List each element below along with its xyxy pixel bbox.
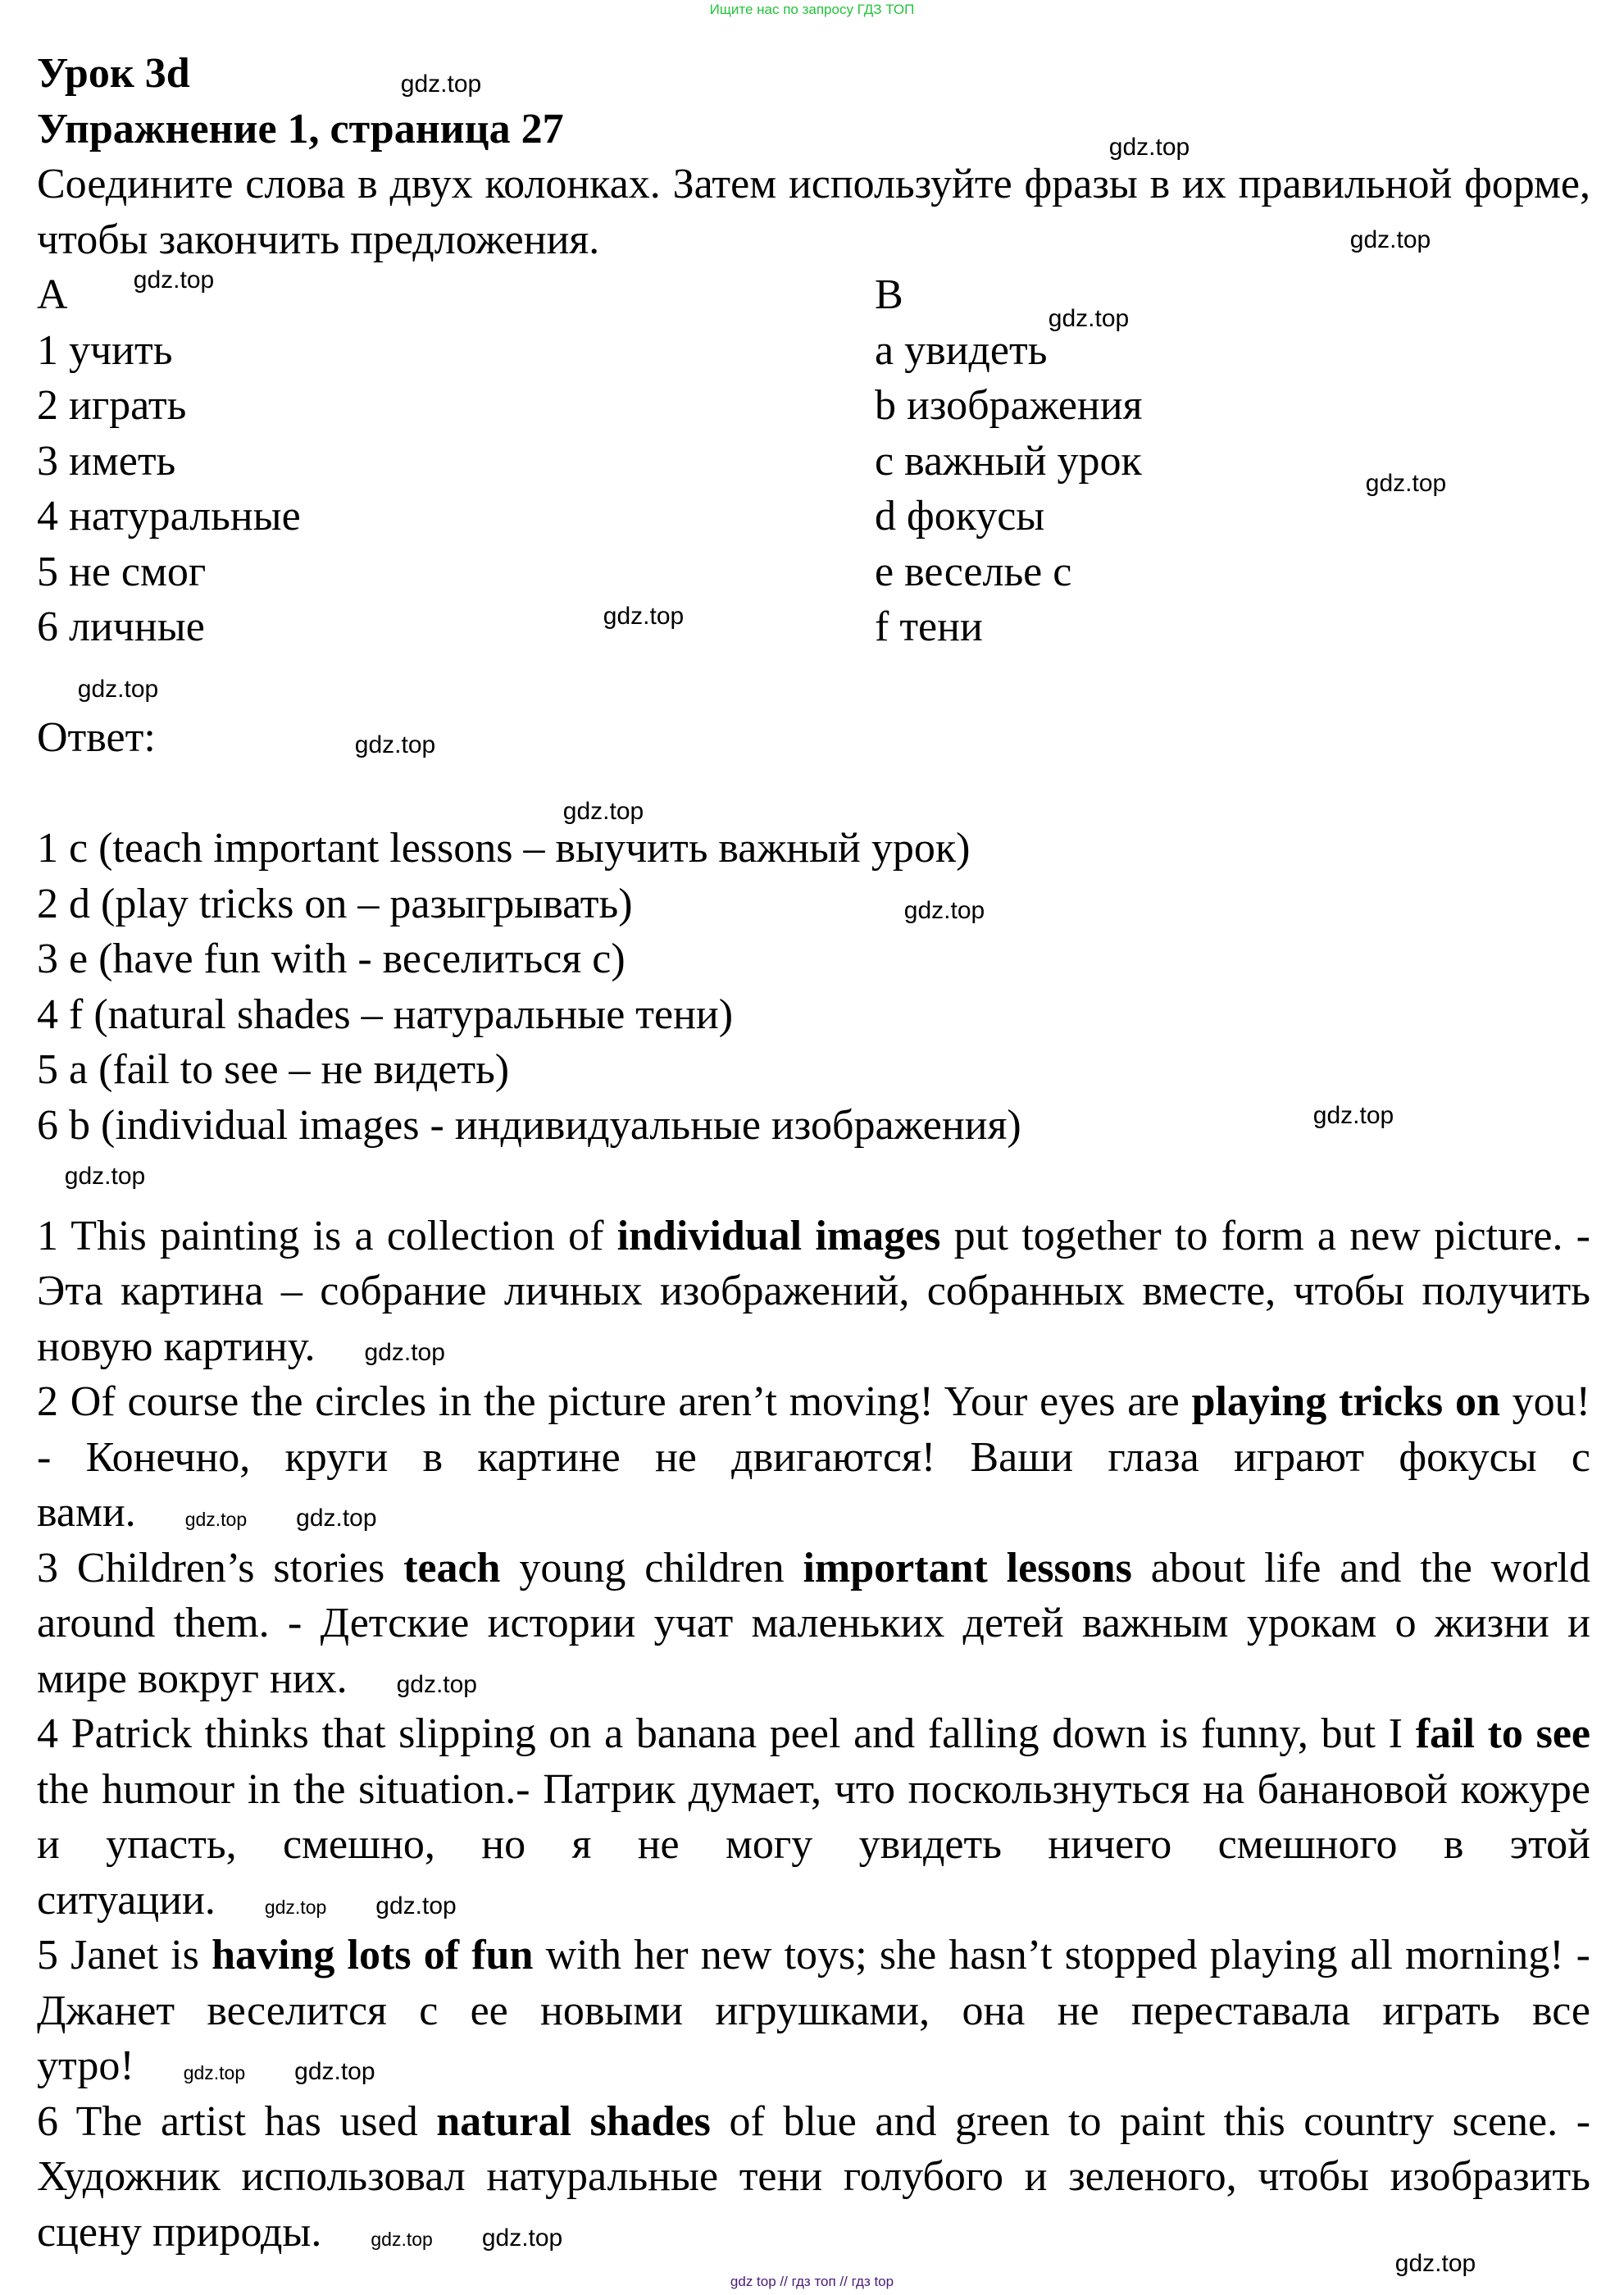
sentence-text: of blue and green to paint this country scene. - Художник использовал натуральные тени голубого и зеленого, чтобы изобразить сцену природы. bbox=[37, 2097, 1591, 2256]
sentence-paragraph bbox=[37, 1706, 1590, 1928]
sentence-paragraph bbox=[37, 1541, 1590, 1707]
answer-item: 3 e (have fun with - веселиться с) bbox=[37, 936, 625, 982]
column-a-item: 3 иметь bbox=[37, 437, 176, 485]
gdz-watermark: gdz.top bbox=[1394, 2250, 1476, 2277]
sentence-text: 2 Of course the circles in the picture aren’t moving! Your eyes are bbox=[37, 1378, 1192, 1425]
gdz-watermark: gdz.top bbox=[184, 1509, 248, 1530]
gdz-watermark: gdz.top bbox=[1108, 134, 1190, 161]
gdz-watermark: gdz.top bbox=[1365, 470, 1447, 497]
column-a-item: 6 личные bbox=[37, 603, 205, 650]
gdz-watermark: gdz.top bbox=[603, 603, 685, 630]
answer-label: Ответ: bbox=[37, 714, 156, 761]
column-a-item: 1 учить bbox=[37, 326, 173, 374]
answer-item: 2 d (play tricks on – разыгрывать) bbox=[37, 880, 633, 927]
matching-columns bbox=[37, 267, 1590, 655]
gdz-watermark: gdz.top bbox=[481, 2224, 563, 2252]
column-b-header: B bbox=[875, 271, 903, 318]
sentence-paragraph bbox=[37, 1374, 1590, 1541]
answer-item: 5 a (fail to see – не видеть) bbox=[37, 1046, 510, 1093]
sentence-text: the humour in the situation.- Патрик думает, что поскользнуться на банановой кожуре и упасть, смешно, но я не могу увидеть ничего смешного в этой ситуации. bbox=[37, 1765, 1590, 1924]
gdz-watermark: gdz.top bbox=[371, 2228, 433, 2250]
footer-watermark: gdz top // гдз топ // гдз top bbox=[730, 2274, 894, 2289]
gdz-watermark: gdz.top bbox=[77, 676, 159, 703]
gdz-watermark: gdz.top bbox=[294, 2058, 375, 2085]
column-b-item: d фокусы bbox=[875, 493, 1045, 540]
column-b bbox=[875, 267, 1590, 655]
gdz-watermark: gdz.top bbox=[400, 71, 482, 98]
example-sentences bbox=[37, 1209, 1590, 2261]
gdz-watermark: gdz.top bbox=[1349, 226, 1431, 253]
lesson-title: Урок 3d bbox=[37, 50, 190, 97]
answer-item: 6 b (individual images - индивидуальные изображения) bbox=[37, 1101, 1021, 1149]
column-a-header: A bbox=[37, 271, 68, 318]
highlighted-phrase: fail to see bbox=[1415, 1710, 1590, 1757]
gdz-watermark: gdz.top bbox=[396, 1670, 477, 1698]
sentence-text: 3 Children’s stories bbox=[37, 1544, 404, 1591]
column-b-item: f тени bbox=[875, 603, 983, 650]
gdz-watermark: gdz.top bbox=[375, 1892, 457, 1919]
sentence-paragraph bbox=[37, 2094, 1590, 2261]
sentence-text: about life and the world around them. - Детские истории учат маленьких детей важным урокам о жизни и мире вокруг них. bbox=[37, 1544, 1590, 1702]
sentence-text: 6 The artist has used bbox=[37, 2097, 437, 2145]
answer-item: 1 c (teach important lessons – выучить важный урок) bbox=[37, 825, 971, 872]
column-a bbox=[37, 267, 875, 655]
sentence-text: 4 Patrick thinks that slipping on a banana peel and falling down is funny, but I bbox=[37, 1710, 1416, 1757]
gdz-watermark: gdz.top bbox=[64, 1163, 146, 1190]
sentence-text: 5 Janet is bbox=[37, 1932, 212, 1979]
gdz-watermark: gdz.top bbox=[296, 1505, 377, 1532]
gdz-watermark: gdz.top bbox=[364, 1338, 445, 1366]
sentence-text: with her new toys; she hasn’t stopped playing all morning! - Джанет веселится с ее новыми игрушками, она не переставала играть все утро! bbox=[37, 1932, 1591, 2089]
highlighted-phrase: important lessons bbox=[803, 1544, 1132, 1591]
sentence-text: 1 This painting is a collection of bbox=[37, 1212, 617, 1259]
sentence-text: you! - Конечно, круги в картине не двигаются! Ваши глаза играют фокусы с вами. bbox=[37, 1378, 1590, 1536]
gdz-watermark: gdz.top bbox=[264, 1896, 327, 1918]
gdz-watermark: gdz.top bbox=[354, 731, 436, 758]
highlighted-phrase: having lots of fun bbox=[212, 1932, 534, 1979]
gdz-watermark: gdz.top bbox=[903, 897, 985, 924]
search-banner: Ищите нас по запросу ГДЗ ТОП bbox=[709, 2, 915, 17]
exercise-title: Упражнение 1, страница 27 bbox=[37, 105, 564, 153]
document-body bbox=[37, 46, 1590, 2260]
sentence-text: put together to form a new picture. - Эта картина – собрание личных изображений, собранных вместе, чтобы получить новую картину. bbox=[37, 1212, 1590, 1370]
column-a-item: 2 играть bbox=[37, 382, 187, 429]
gdz-watermark: gdz.top bbox=[133, 266, 215, 294]
column-b-item: e веселье с bbox=[875, 548, 1072, 595]
column-b-item: c важный урок bbox=[875, 437, 1142, 485]
instruction: Соедините слова в двух колонках. Затем используйте фразы в их правильной форме, чтобы закончить предложения. bbox=[37, 161, 1590, 263]
highlighted-phrase: natural shades bbox=[436, 2097, 711, 2145]
highlighted-phrase: individual images bbox=[616, 1212, 941, 1259]
gdz-watermark: gdz.top bbox=[183, 2062, 246, 2083]
gdz-watermark: gdz.top bbox=[1048, 305, 1130, 332]
gdz-watermark: gdz.top bbox=[1312, 1102, 1394, 1129]
gdz-watermark: gdz.top bbox=[562, 798, 644, 825]
highlighted-phrase: teach bbox=[403, 1544, 501, 1591]
sentence-paragraph bbox=[37, 1209, 1590, 1375]
sentence-paragraph bbox=[37, 1928, 1590, 2094]
column-a-item: 4 натуральные bbox=[37, 493, 301, 540]
column-b-item: a увидеть bbox=[875, 326, 1048, 374]
column-b-item: b изображения bbox=[875, 382, 1143, 429]
column-a-item: 5 не смог bbox=[37, 548, 207, 595]
highlighted-phrase: playing tricks on bbox=[1191, 1378, 1500, 1425]
sentence-text: young children bbox=[500, 1544, 803, 1591]
answer-item: 4 f (natural shades – натуральные тени) bbox=[37, 990, 734, 1038]
